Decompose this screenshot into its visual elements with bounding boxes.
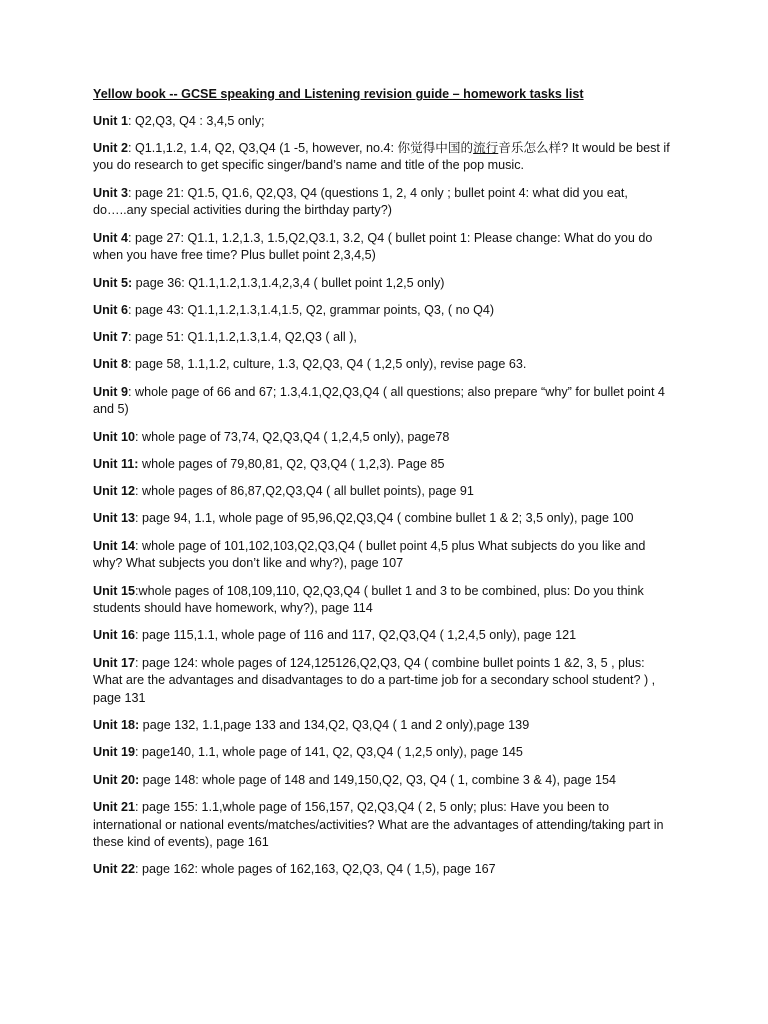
unit-8: [93, 356, 673, 374]
unit-text: : page 58, 1.1,1.2, culture, 1.3, Q2,Q3, Q4 ( 1,2,5 only), revise page 63.: [127, 357, 527, 372]
unit-label: Unit 3: [93, 185, 128, 200]
unit-text: 音乐怎么样? It would be best if you do research to get specific singer/band’s name and title of the pop music.: [93, 140, 670, 173]
unit-label: Unit 4: [93, 230, 128, 245]
unit-text: : Q1.1,1.2, 1.4, Q2, Q3,Q4 (1 -5, however, no.4: 你觉得中国的: [127, 140, 474, 155]
unit-text: page 36: Q1.1,1.2,1.3,1.4,2,3,4 ( bullet point 1,2,5 only): [132, 275, 445, 290]
unit-label: Unit 21: [93, 799, 135, 814]
unit-text: page 132, 1.1,page 133 and 134,Q2, Q3,Q4 ( 1 and 2 only),page 139: [139, 718, 530, 733]
unit-5: [93, 275, 673, 293]
unit-22: [93, 861, 673, 879]
unit-text: :whole pages of 108,109,110, Q2,Q3,Q4 ( bullet 1 and 3 to be combined, plus: Do you think students should have homework, why?), page 114: [93, 583, 644, 616]
unit-text: : whole pages of 86,87,Q2,Q3,Q4 ( all bullet points), page 91: [135, 484, 474, 499]
unit-label: Unit 9: [93, 384, 128, 399]
unit-7: [93, 329, 673, 347]
unit-text: : page 162: whole pages of 162,163, Q2,Q3, Q4 ( 1,5), page 167: [135, 862, 496, 877]
unit-17: [93, 655, 673, 708]
unit-9: [93, 384, 673, 419]
unit-label: Unit 6: [93, 302, 128, 317]
document-page: [93, 86, 673, 889]
unit-label: Unit 19: [93, 745, 135, 760]
unit-label: Unit 13: [93, 511, 135, 526]
unit-label: Unit 8: [93, 357, 128, 372]
unit-3: [93, 185, 673, 220]
unit-label: Unit 17: [93, 655, 135, 670]
unit-text: : whole page of 66 and 67; 1.3,4.1,Q2,Q3,Q4 ( all questions; also prepare “why” for bullet point 4 and 5): [93, 384, 665, 417]
unit-21: [93, 799, 673, 852]
unit-text: : whole page of 101,102,103,Q2,Q3,Q4 ( bullet point 4,5 plus What subjects do you like and why? What subjects you don’t like and why?), page 107: [93, 538, 646, 571]
unit-14: [93, 538, 673, 573]
unit-10: [93, 429, 673, 447]
unit-19: [93, 744, 673, 762]
unit-6: [93, 302, 673, 320]
unit-4: [93, 230, 673, 265]
unit-text: : whole page of 73,74, Q2,Q3,Q4 ( 1,2,4,5 only), page78: [135, 429, 450, 444]
unit-text: : page 51: Q1.1,1.2,1.3,1.4, Q2,Q3 ( all ),: [127, 330, 357, 345]
unit-18: [93, 717, 673, 735]
unit-12: [93, 483, 673, 501]
unit-text: page 148: whole page of 148 and 149,150,Q2, Q3, Q4 ( 1, combine 3 & 4), page 154: [139, 772, 616, 787]
unit-label: Unit 1: [93, 113, 128, 128]
unit-text: : page 21: Q1.5, Q1.6, Q2,Q3, Q4 (questions 1, 2, 4 only ; bullet point 4: what did you eat, do…..any special activities during the birthday party?): [93, 185, 628, 218]
unit-label: Unit 10: [93, 429, 135, 444]
unit-label: Unit 2: [93, 140, 128, 155]
unit-text: : Q2,Q3, Q4 : 3,4,5 only;: [127, 113, 265, 128]
unit-label: Unit 5:: [93, 275, 133, 290]
unit-text: whole pages of 79,80,81, Q2, Q3,Q4 ( 1,2,3). Page 85: [138, 456, 445, 471]
unit-label: Unit 14: [93, 538, 135, 553]
unit-15: [93, 583, 673, 618]
unit-label: Unit 16: [93, 628, 135, 643]
unit-label: Unit 18:: [93, 718, 140, 733]
unit-text: : page 124: whole pages of 124,125126,Q2,Q3, Q4 ( combine bullet points 1 &2, 3, 5 , plus: What are the advantages and disadvantages to do a part-time job for a secondary school student? ) , page 131: [93, 655, 656, 705]
unit-2: [93, 140, 673, 175]
unit-text-underlined: 流行: [473, 140, 499, 155]
unit-label: Unit 15: [93, 583, 135, 598]
unit-11: [93, 456, 673, 474]
unit-label: Unit 12: [93, 484, 135, 499]
unit-text: : page 115,1.1, whole page of 116 and 117, Q2,Q3,Q4 ( 1,2,4,5 only), page 121: [135, 628, 577, 643]
unit-label: Unit 7: [93, 330, 128, 345]
unit-label: Unit 22: [93, 862, 135, 877]
unit-13: [93, 510, 673, 528]
document-title: Yellow book -- GCSE speaking and Listening revision guide – homework tasks list: [93, 87, 584, 101]
unit-label: Unit 20:: [93, 772, 140, 787]
unit-text: : page 43: Q1.1,1.2,1.3,1.4,1.5, Q2, grammar points, Q3, ( no Q4): [127, 302, 495, 317]
unit-label: Unit 11:: [93, 456, 139, 471]
unit-text: : page140, 1.1, whole page of 141, Q2, Q3,Q4 ( 1,2,5 only), page 145: [135, 745, 523, 760]
unit-16: [93, 627, 673, 645]
unit-20: [93, 772, 673, 790]
unit-text: : page 94, 1.1, whole page of 95,96,Q2,Q3,Q4 ( combine bullet 1 & 2; 3,5 only), page 100: [135, 511, 634, 526]
unit-text: : page 27: Q1.1, 1.2,1.3, 1.5,Q2,Q3.1, 3.2, Q4 ( bullet point 1: Please change: What do you do when you have free time? Plus bullet point 2,3,4,5): [93, 230, 653, 263]
unit-text: : page 155: 1.1,whole page of 156,157, Q2,Q3,Q4 ( 2, 5 only; plus: Have you been to international or national events/matches/activities? What are the advantages of attending/taking part in these kind of events), page 161: [93, 799, 664, 850]
unit-1: [93, 113, 673, 131]
